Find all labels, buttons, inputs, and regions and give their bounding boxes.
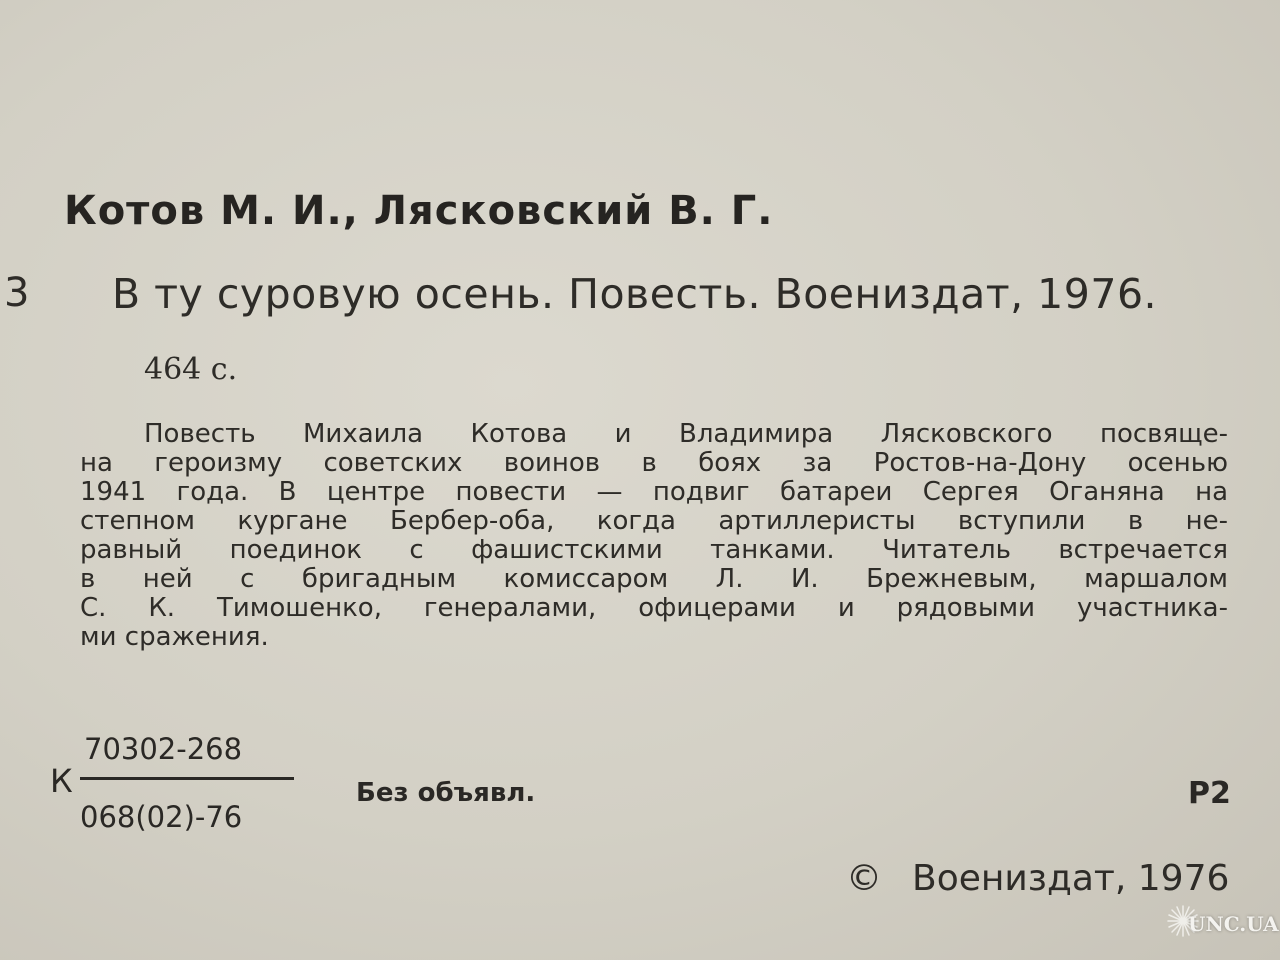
index-fraction-bar [80, 777, 294, 780]
annotation-line: 1941 года. В центре повести — подвиг батареи Сергея Оганяна на [80, 477, 1228, 507]
annotation-line: равный поединок с фашистскими танками. Читатель встречается [80, 535, 1228, 565]
index-denominator: 068(02)-76 [80, 800, 243, 834]
page-count: 464 с. [144, 352, 238, 387]
no-announcement-note: Без объявл. [356, 778, 536, 808]
index-numerator: 70302-268 [84, 732, 243, 766]
annotation [80, 420, 1228, 652]
annotation-line: степном кургане Бербер-оба, когда артиллеристы вступили в не- [80, 506, 1228, 536]
watermark-text: UNC.UA [1188, 912, 1279, 936]
annotation-line: Повесть Михаила Котова и Владимира Лясковского посвяще- [144, 419, 1228, 449]
price-group: Р2 [1188, 776, 1231, 811]
index-letter: К [50, 762, 73, 800]
annotation-line: ми сражения. [80, 622, 269, 652]
copyright-icon: © [846, 858, 882, 899]
publication-index [50, 732, 310, 842]
annotation-line: С. К. Тимошенко, генералами, офицерами и рядовыми участника- [80, 593, 1228, 623]
copyright-line [846, 858, 1229, 899]
annotation-line: в ней с бригадным комиссаром Л. И. Брежневым, маршалом [80, 564, 1228, 594]
book-title-line: В ту суровую осень. Повесть. Воениздат, 1976. [112, 270, 1158, 318]
classification-index: 3 [4, 270, 30, 316]
copyright-text: Воениздат, 1976 [912, 858, 1230, 899]
watermark [1166, 900, 1279, 950]
authors: Котов М. И., Лясковский В. Г. [64, 188, 774, 234]
annotation-line: на героизму советских воинов в боях за Ростов-на-Дону осенью [80, 448, 1228, 478]
